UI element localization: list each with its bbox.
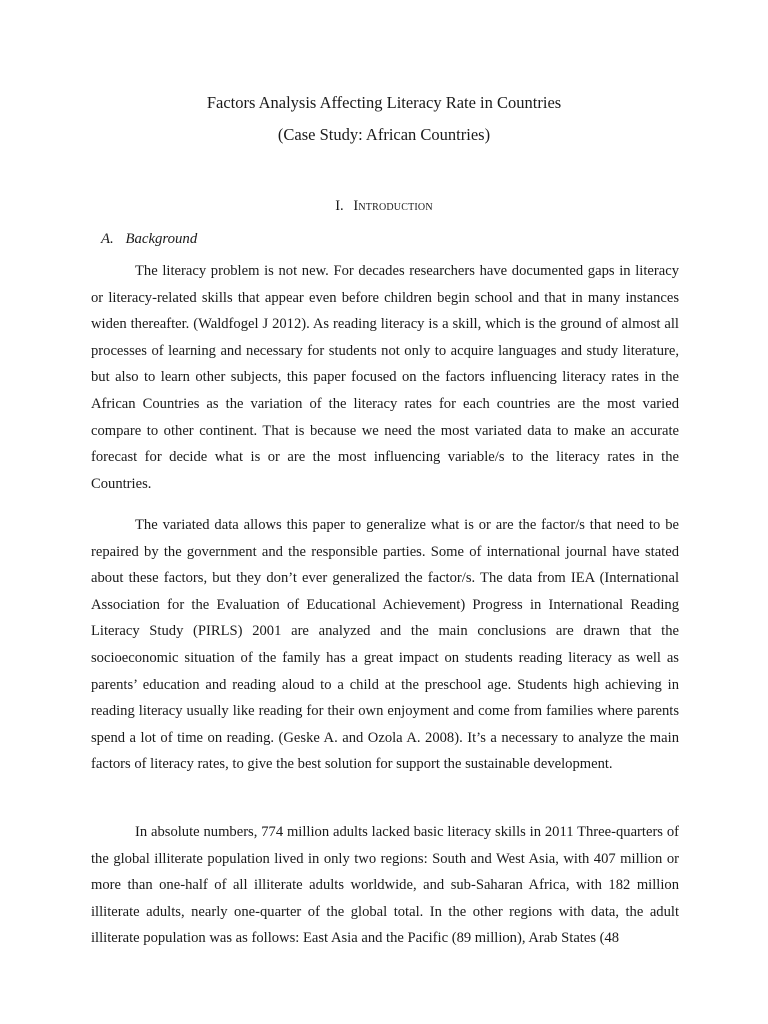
paragraph-background-1: The literacy problem is not new. For decades researchers have documented gaps in literacy or literacy-related skills that appear even before children begin school and that in many instances widen thereafter. (Waldfogel J 2012). As reading literacy is a skill, which is the ground of almost all processes of learning and necessary for students not only to acquire languages and study literature, but also to learn other subjects, this paper focused on the factors influencing literacy rates in the African Countries as the variation of the literacy rates for each countries are the most varied compare to other continent. That is because we need the most variated data to make an accurate forecast for decide what is or are the most influencing variable/s to the literacy rates in the Countries. — [91, 263, 679, 492]
subsection-title: Background — [125, 231, 198, 247]
section-number: I. — [335, 198, 344, 214]
paragraph-background-3: In absolute numbers, 774 million adults lacked basic literacy skills in 2011 Three-quarters of the global illiterate population lived in only two regions: South and West Asia, with 407 million or more than one-half of all illiterate adults worldwide, and sub-Saharan Africa, with 182 million illiterate adults, nearly one-quarter of the global total. In the other regions with data, the adult illiterate population was as follows: East Asia and the Pacific (89 million), Arab States (48 — [91, 824, 679, 947]
section-title: Introduction — [353, 198, 433, 214]
section-heading — [0, 198, 768, 215]
subsection-heading — [101, 231, 197, 248]
paper-title: Factors Analysis Affecting Literacy Rate in Countries — [206, 93, 562, 112]
paragraph-background-2: The variated data allows this paper to generalize what is or are the factor/s that need to be repaired by the government and the responsible parties. Some of international journal have stated about these factors, but they don’t ever generalized the factor/s. The data from IEA (International Association for the Evaluation of Educational Achievement) Progress in International Reading Literacy Study (PIRLS) 2001 are analyzed and the main conclusions are drawn that the socioeconomic situation of the family has a great impact on students reading literacy as well as parents’ education and reading aloud to a child at the preschool age. Students high achieving in reading literacy usually like reading for their own enjoyment and come from families where parents spend a lot of time on reading. (Geske A. and Ozola A. 2008). It’s a necessary to analyze the main factors of literacy rates, to give the best solution for support the sustainable development. — [91, 517, 679, 773]
subsection-letter: A. — [101, 231, 114, 247]
paper-subtitle: (Case Study: African Countries) — [277, 125, 491, 144]
